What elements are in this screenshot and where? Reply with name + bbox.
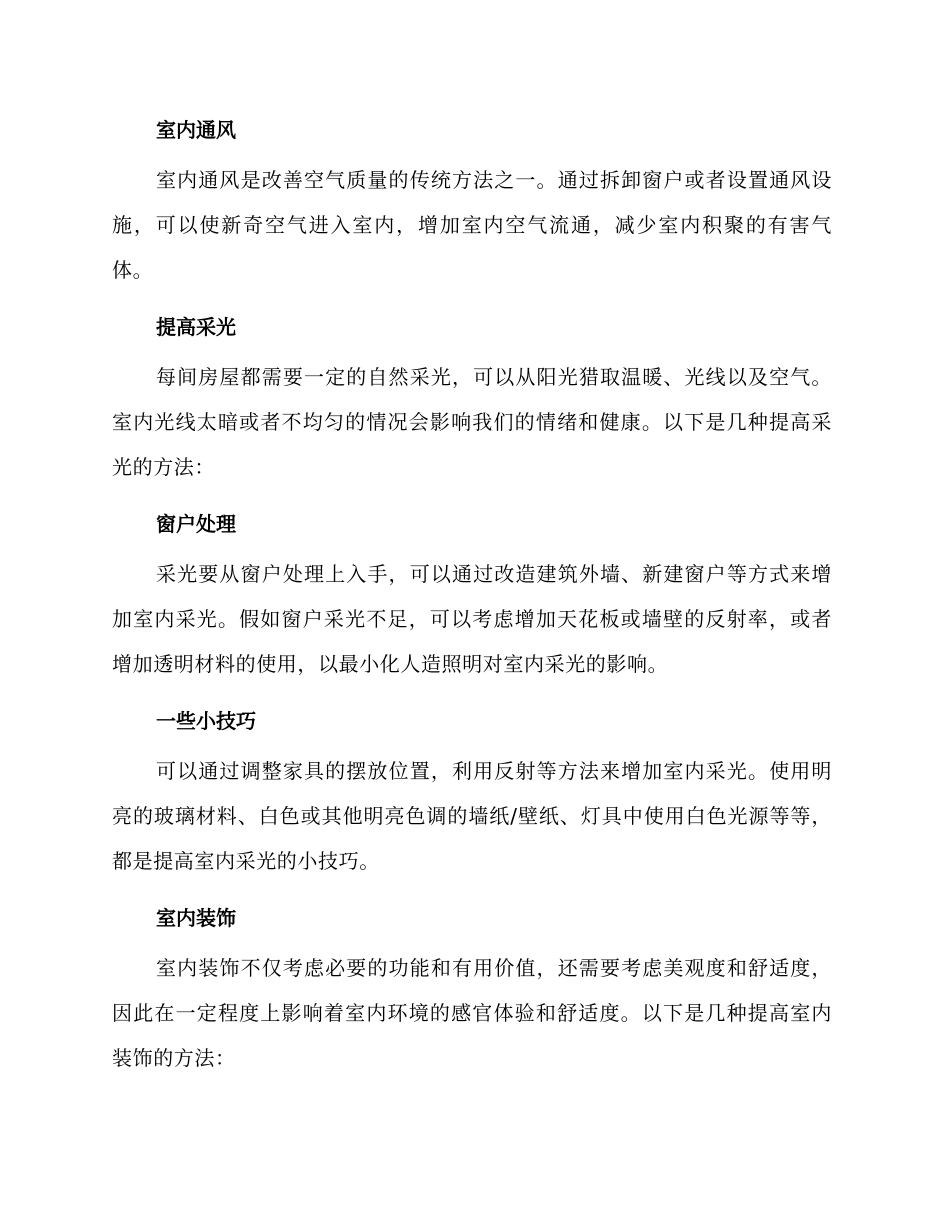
- section-heading-tips: 一些小技巧: [156, 709, 256, 733]
- section-paragraph-ventilation: 室内通风是改善空气质量的传统方法之一。通过拆卸窗户或者设置通风设施，可以使新奇空气进入室内，增加室内空气流通，减少室内积聚的有害气体。: [112, 168, 832, 282]
- section-heading-window-treatment: 窗户处理: [156, 512, 236, 536]
- section-paragraph-decoration: 室内装饰不仅考虑必要的功能和有用价值，还需要考虑美观度和舒适度，因此在一定程度上影响着室内环境的感官体验和舒适度。以下是几种提高室内装饰的方法：: [112, 956, 832, 1070]
- section-heading-decoration: 室内装饰: [156, 906, 236, 930]
- section-paragraph-tips: 可以通过调整家具的摆放位置，利用反射等方法来增加室内采光。使用明亮的玻璃材料、白色或其他明亮色调的墙纸/壁纸、灯具中使用白色光源等等，都是提高室内采光的小技巧。: [112, 759, 832, 873]
- section-paragraph-lighting: 每间房屋都需要一定的自然采光，可以从阳光猎取温暖、光线以及空气。室内光线太暗或者不均匀的情况会影响我们的情绪和健康。以下是几种提高采光的方法：: [112, 365, 832, 479]
- section-heading-ventilation: 室内通风: [156, 118, 236, 142]
- document-body: [112, 110, 832, 1095]
- section-paragraph-window-treatment: 采光要从窗户处理上入手，可以通过改造建筑外墙、新建窗户等方式来增加室内采光。假如窗户采光不足，可以考虑增加天花板或墙壁的反射率，或者增加透明材料的使用，以最小化人造照明对室内采光的影响。: [112, 562, 832, 676]
- section-heading-lighting: 提高采光: [156, 315, 236, 339]
